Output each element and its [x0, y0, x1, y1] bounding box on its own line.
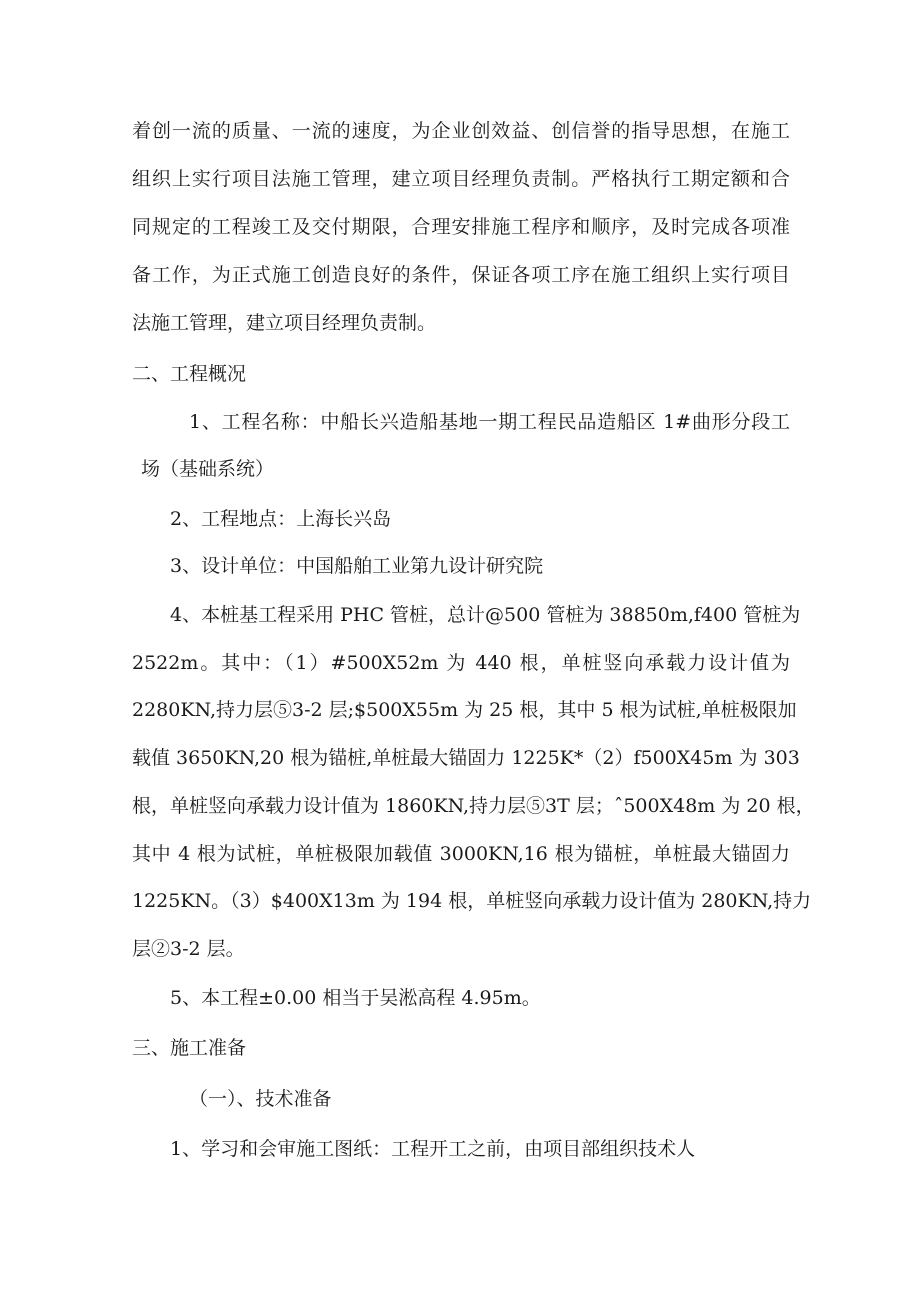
pile-line-6: 其中 4 根为试桩，单桩极限加载值 3000KN,16 根为锚桩，单桩最大锚固力 — [132, 843, 790, 865]
section-2-heading: 二、工程概况 — [132, 363, 247, 385]
intro-line-5: 法施工管理，建立项目经理负责制。 — [132, 312, 437, 334]
pile-line-1: 4、本桩基工程采用 PHC 管桩，总计@500 管桩为 38850m,f400 管桩为 — [170, 604, 801, 626]
elevation-note: 5、本工程±0.00 相当于吴淞高程 4.95m。 — [170, 987, 541, 1009]
project-name-line-2: 场（基础系统） — [141, 458, 275, 480]
pile-line-8: 层②3-2 层。 — [132, 938, 245, 960]
section-3-heading: 三、施工准备 — [132, 1037, 247, 1059]
design-unit: 3、设计单位：中国船舶工业第九设计研究院 — [170, 555, 544, 577]
intro-line-2: 组织上实行项目法施工管理，建立项目经理负责制。严格执行工期定额和合 — [132, 168, 790, 190]
pile-line-2: 2522m。其中：（1）#500X52m 为 440 根，单桩竖向承载力设计值为 — [132, 652, 790, 674]
pile-line-7: 1225KN。（3）$400X13m 为 194 根，单桩竖向承载力设计值为 280KN,持力 — [132, 890, 812, 912]
pile-line-4: 载值 3650KN,20 根为锚桩,单桩最大锚固力 1225K*（2）f500X45m 为 303 — [132, 747, 800, 769]
technical-prep-heading: （一）、技术准备 — [189, 1088, 332, 1110]
project-name-line-1: 1、工程名称：中船长兴造船基地一期工程民品造船区 1#曲形分段工 — [189, 411, 790, 433]
intro-line-4: 备工作，为正式施工创造良好的条件，保证各项工序在施工组织上实行项目 — [132, 264, 790, 286]
drawing-review-line: 1、学习和会审施工图纸：工程开工之前，由项目部组织技术人 — [170, 1138, 696, 1160]
pile-line-3: 2280KN,持力层⑤3-2 层;$500X55m 为 25 根，其中 5 根为试桩,单桩极限加 — [132, 699, 797, 721]
intro-line-1: 着创一流的质量、一流的速度，为企业创效益、创信誉的指导思想，在施工 — [132, 120, 790, 142]
project-location: 2、工程地点：上海长兴岛 — [170, 508, 392, 530]
pile-line-5: 根，单桩竖向承载力设计值为 1860KN,持力层⑤3T 层；ˆ500X48m 为 20 根， — [132, 795, 815, 817]
intro-line-3: 同规定的工程竣工及交付期限，合理安排施工程序和顺序，及时完成各项准 — [132, 216, 790, 238]
